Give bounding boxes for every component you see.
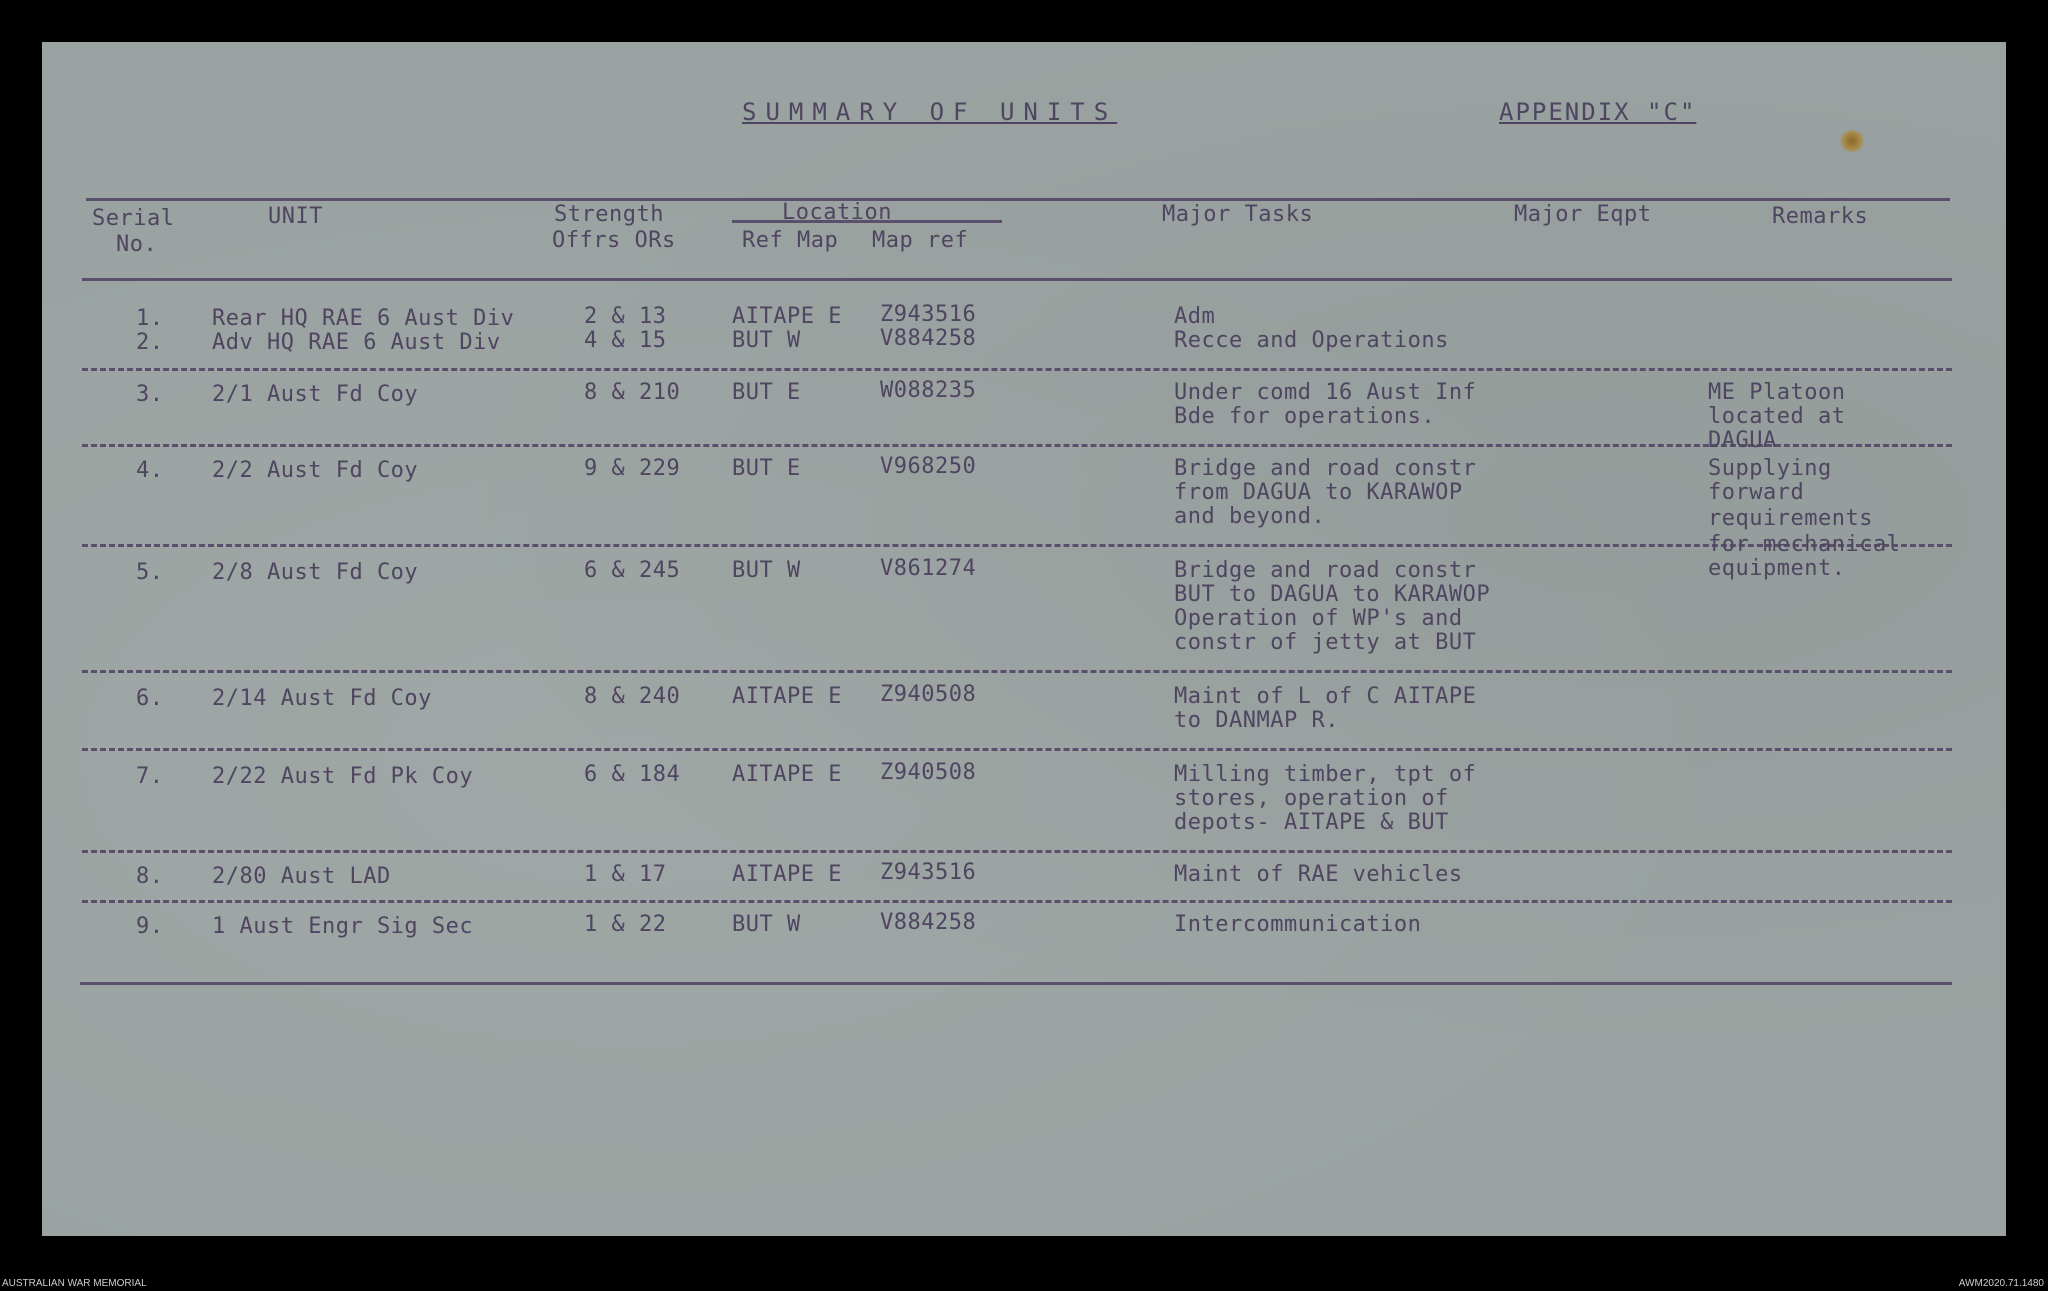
rust-stain	[1839, 130, 1865, 152]
row-8-task-1: Maint of RAE vehicles	[1174, 862, 1463, 887]
col-unit: UNIT	[268, 204, 323, 229]
col-serial-2: No.	[116, 232, 158, 257]
row-5-serial: 5.	[136, 560, 164, 585]
col-major-tasks: Major Tasks	[1162, 202, 1314, 227]
row-4-task-3: and beyond.	[1174, 504, 1326, 529]
row-3-serial: 3.	[136, 382, 164, 407]
col-location: Location	[782, 200, 892, 225]
row-7-ref-map: AITAPE E	[732, 762, 842, 787]
row-7-unit: 2/22 Aust Fd Pk Coy	[212, 764, 474, 789]
row-7-strength: 6 & 184	[584, 762, 681, 787]
row-5-task-1: Bridge and road constr	[1174, 558, 1477, 583]
row-3-ref-map: BUT E	[732, 380, 801, 405]
row-6-task-2: to DANMAP R.	[1174, 708, 1339, 733]
table-bottom-rule	[80, 982, 1952, 985]
row-1-unit: Rear HQ RAE 6 Aust Div	[212, 306, 515, 331]
row-7-task-1: Milling timber, tpt of	[1174, 762, 1477, 787]
row-8-unit: 2/80 Aust LAD	[212, 864, 391, 889]
col-map-ref: Map ref	[872, 228, 969, 253]
row-8-strength: 1 & 17	[584, 862, 667, 887]
row-5-strength: 6 & 245	[584, 558, 681, 583]
row-3-strength: 8 & 210	[584, 380, 681, 405]
row-separator	[82, 544, 1952, 547]
row-6-task-1: Maint of L of C AITAPE	[1174, 684, 1477, 709]
document-sheet	[42, 42, 2006, 1236]
footer-right-id: AWM2020.71.1480	[1958, 1278, 2044, 1289]
appendix-label: APPENDIX "C"	[1499, 98, 1697, 126]
row-2-ref-map: BUT W	[732, 328, 801, 353]
row-separator	[82, 900, 1952, 903]
remarks-line-7: for mechanical	[1708, 532, 1901, 557]
row-6-serial: 6.	[136, 686, 164, 711]
col-strength-2: Offrs ORs	[552, 228, 676, 253]
row-3-map-ref: W088235	[880, 378, 977, 403]
footer-left-credit: AUSTRALIAN WAR MEMORIAL	[2, 1278, 147, 1289]
row-9-unit: 1 Aust Engr Sig Sec	[212, 914, 474, 939]
col-strength-1: Strength	[554, 202, 664, 227]
row-9-strength: 1 & 22	[584, 912, 667, 937]
row-2-serial: 2.	[136, 330, 164, 355]
row-9-serial: 9.	[136, 914, 164, 939]
row-5-map-ref: V861274	[880, 556, 977, 581]
remarks-line-3: DAGUA	[1708, 428, 1777, 453]
remarks-line-2: located at	[1708, 404, 1846, 429]
row-2-map-ref: V884258	[880, 326, 977, 351]
remarks-line-8: equipment.	[1708, 556, 1846, 581]
row-1-serial: 1.	[136, 306, 164, 331]
remarks-line-6: requirements	[1708, 506, 1873, 531]
row-9-ref-map: BUT W	[732, 912, 801, 937]
col-serial-1: Serial	[92, 206, 175, 231]
row-3-task-1: Under comd 16 Aust Inf	[1174, 380, 1477, 405]
row-6-ref-map: AITAPE E	[732, 684, 842, 709]
row-separator	[82, 670, 1952, 673]
row-1-map-ref: Z943516	[880, 302, 977, 327]
row-3-unit: 2/1 Aust Fd Coy	[212, 382, 419, 407]
remarks-line-1: ME Platoon	[1708, 380, 1846, 405]
row-separator	[82, 368, 1952, 371]
row-5-task-3: Operation of WP's and	[1174, 606, 1463, 631]
row-6-map-ref: Z940508	[880, 682, 977, 707]
row-8-map-ref: Z943516	[880, 860, 977, 885]
row-4-serial: 4.	[136, 458, 164, 483]
row-7-map-ref: Z940508	[880, 760, 977, 785]
row-4-unit: 2/2 Aust Fd Coy	[212, 458, 419, 483]
row-8-serial: 8.	[136, 864, 164, 889]
row-4-task-2: from DAGUA to KARAWOP	[1174, 480, 1463, 505]
row-4-ref-map: BUT E	[732, 456, 801, 481]
row-4-strength: 9 & 229	[584, 456, 681, 481]
remarks-line-5: forward	[1708, 480, 1805, 505]
row-5-task-2: BUT to DAGUA to KARAWOP	[1174, 582, 1491, 607]
row-4-map-ref: V968250	[880, 454, 977, 479]
row-2-strength: 4 & 15	[584, 328, 667, 353]
document-title: SUMMARY OF UNITS	[742, 98, 1118, 126]
row-6-unit: 2/14 Aust Fd Coy	[212, 686, 432, 711]
row-separator	[82, 748, 1952, 751]
remarks-line-4: Supplying	[1708, 456, 1832, 481]
row-1-task-1: Adm	[1174, 304, 1216, 329]
row-2-task-1: Recce and Operations	[1174, 328, 1449, 353]
row-1-ref-map: AITAPE E	[732, 304, 842, 329]
row-7-task-2: stores, operation of	[1174, 786, 1449, 811]
col-major-eqpt: Major Eqpt	[1514, 202, 1652, 227]
row-5-unit: 2/8 Aust Fd Coy	[212, 560, 419, 585]
row-4-task-1: Bridge and road constr	[1174, 456, 1477, 481]
row-5-task-4: constr of jetty at BUT	[1174, 630, 1477, 655]
row-7-task-3: depots- AITAPE & BUT	[1174, 810, 1449, 835]
row-9-task-1: Intercommunication	[1174, 912, 1422, 937]
row-9-map-ref: V884258	[880, 910, 977, 935]
row-3-task-2: Bde for operations.	[1174, 404, 1436, 429]
row-7-serial: 7.	[136, 764, 164, 789]
row-6-strength: 8 & 240	[584, 684, 681, 709]
row-5-ref-map: BUT W	[732, 558, 801, 583]
row-2-unit: Adv HQ RAE 6 Aust Div	[212, 330, 501, 355]
row-separator	[82, 444, 1952, 447]
row-separator	[82, 850, 1952, 853]
col-remarks: Remarks	[1772, 204, 1869, 229]
header-top-rule	[86, 198, 1950, 201]
row-8-ref-map: AITAPE E	[732, 862, 842, 887]
row-1-strength: 2 & 13	[584, 304, 667, 329]
col-ref-map: Ref Map	[742, 228, 839, 253]
header-bottom-rule	[82, 278, 1952, 281]
